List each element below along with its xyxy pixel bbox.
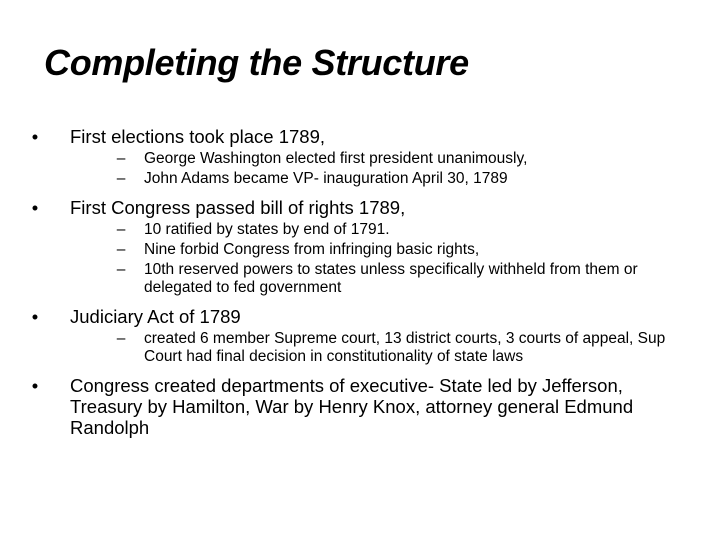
sub-item <box>70 241 698 259</box>
dash-icon: – <box>116 150 126 167</box>
sub-list <box>70 150 698 188</box>
sub-text: 10th reserved powers to states unless specifically withheld from them or delegated to fed government <box>144 261 638 296</box>
sub-item <box>70 170 698 188</box>
bullet-text: First elections took place 1789, <box>70 126 326 147</box>
dash-icon: – <box>116 241 126 258</box>
sub-item <box>70 261 698 297</box>
slide-title: Completing the Structure <box>44 42 469 83</box>
bullet-icon: • <box>31 306 39 327</box>
bullet-text: Judiciary Act of 1789 <box>70 306 241 327</box>
dash-icon: – <box>116 221 126 238</box>
bullet-item <box>28 306 698 366</box>
sub-list <box>70 330 698 366</box>
bullet-icon: • <box>31 375 39 396</box>
bullet-text: Congress created departments of executive- State led by Jefferson, Treasury by Hamilton, War by Henry Knox, attorney general Edmund Randolph <box>70 375 634 438</box>
sub-text: created 6 member Supreme court, 13 district courts, 3 courts of appeal, Sup Court had final decision in constitutionality of state laws <box>144 330 666 365</box>
dash-icon: – <box>116 170 126 187</box>
dash-icon: – <box>116 330 126 347</box>
sub-item <box>70 330 698 366</box>
bullet-item <box>28 126 698 188</box>
sub-item <box>70 221 698 239</box>
bullet-item <box>28 197 698 297</box>
slide-content <box>28 126 698 438</box>
bullet-item <box>28 375 698 438</box>
bullet-text: First Congress passed bill of rights 1789, <box>70 197 406 218</box>
dash-icon: – <box>116 261 126 278</box>
sub-text: Nine forbid Congress from infringing basic rights, <box>144 241 480 258</box>
bullet-icon: • <box>31 197 39 218</box>
bullet-icon: • <box>31 126 39 147</box>
sub-item <box>70 150 698 168</box>
sub-text: John Adams became VP- inauguration April 30, 1789 <box>144 170 508 187</box>
sub-text: George Washington elected first president unanimously, <box>144 150 528 167</box>
sub-list <box>70 221 698 297</box>
sub-text: 10 ratified by states by end of 1791. <box>144 221 390 238</box>
